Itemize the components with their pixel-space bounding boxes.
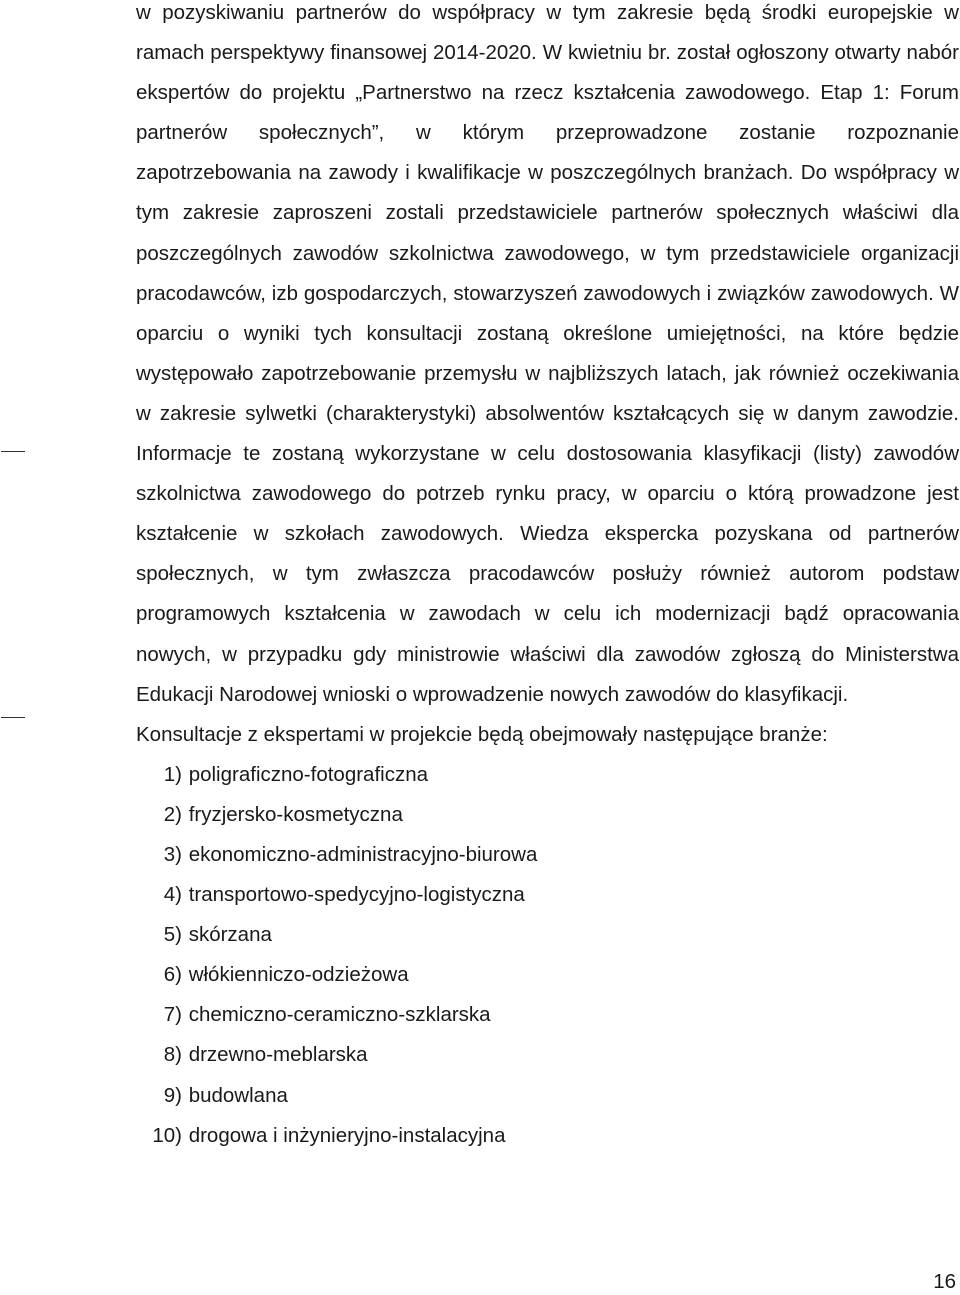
list-item-text: ekonomiczno-administracyjno-biurowa [188, 842, 538, 866]
list-item-text: drzewno-meblarska [188, 1043, 368, 1067]
list-item-number: 5) [163, 923, 182, 947]
margin-dash-mark [1, 451, 25, 452]
list-item-text: drogowa i inżynieryjno-instalacyjna [188, 1123, 506, 1147]
list-item-number: 7) [163, 1003, 182, 1027]
list-item [136, 915, 959, 955]
list-item-number: 1) [163, 762, 182, 786]
list-item [136, 835, 959, 875]
list-item-text: poligraficzno-fotograficzna [188, 762, 428, 786]
list-item [136, 875, 959, 915]
list-item [136, 955, 959, 995]
list-item-text: transportowo-spedycyjno-logistyczna [188, 883, 525, 907]
list-item-number: 2) [163, 802, 182, 826]
main-paragraph: w pozyskiwaniu partnerów do współpracy w tym zakresie będą środki europejskie w ramach perspektywy finansowej 2014-2020. W kwietniu br. został ogłoszony otwarty nabór ekspertów do projektu „Partnerstwo na rzecz kształcenia zawodowego. Etap 1: Forum partnerów społecznych”, w którym przeprowadzone zostanie rozpoznanie zapotrzebowania na zawody i kwalifikacje w poszczególnych branżach. Do współpracy w tym zakresie zaproszeni zostali przedstawiciele partnerów społecznych właściwi dla poszczególnych zawodów szkolnictwa zawodowego, w tym przedstawiciele organizacji pracodawców, izb gospodarczych, stowarzyszeń zawodowych i związków zawodowych. W oparciu o wyniki tych konsultacji zostaną określone umiejętności, na które będzie występowało zapotrzebowanie przemysłu w najbliższych latach, jak również oczekiwania w zakresie sylwetki (charakterystyki) absolwentów kształcących się w danym zawodzie. Informacje te zostaną wykorzystane w celu dostosowania klasyfikacji (listy) zawodów szkolnictwa zawodowego do potrzeb rynku pracy, w oparciu o którą prowadzone jest kształcenie w szkołach zawodowych. Wiedza ekspercka pozyskana od partnerów społecznych, w tym zwłaszcza pracodawców posłuży również autorom podstaw programowych kształcenia w zawodach w celu ich modernizacji bądź opracowania nowych, w przypadku gdy ministrowie właściwi dla zawodów zgłoszą do Ministerstwa Edukacji Narodowej wnioski o wprowadzenie nowych zawodów do klasyfikacji. [136, 1, 959, 706]
list-item [136, 995, 959, 1035]
list-item-number: 6) [163, 963, 182, 987]
list-item-text: fryzjersko-kosmetyczna [188, 802, 403, 826]
list-item-number: 3) [163, 842, 182, 866]
list-item-text: włókienniczo-odzieżowa [188, 963, 409, 987]
list-item [136, 795, 959, 835]
margin-dash-mark [1, 717, 25, 718]
list-intro: Konsultacje z ekspertami w projekcie będą obejmowały następujące branże: [136, 722, 828, 746]
list-item-number: 4) [163, 883, 182, 907]
list-item [136, 1076, 959, 1116]
list-item [136, 1035, 959, 1075]
list-item-number: 8) [163, 1043, 182, 1067]
list-item-number: 9) [163, 1083, 182, 1107]
list-item [136, 755, 959, 795]
list-item-text: chemiczno-ceramiczno-szklarska [188, 1003, 491, 1027]
list-item-text: skórzana [188, 923, 272, 947]
branch-list [136, 755, 959, 1156]
body-text [136, 0, 959, 1156]
list-item [136, 1116, 959, 1156]
list-item-number: 10) [152, 1123, 182, 1147]
list-item-text: budowlana [188, 1083, 288, 1107]
page-number: 16 [933, 1270, 956, 1293]
